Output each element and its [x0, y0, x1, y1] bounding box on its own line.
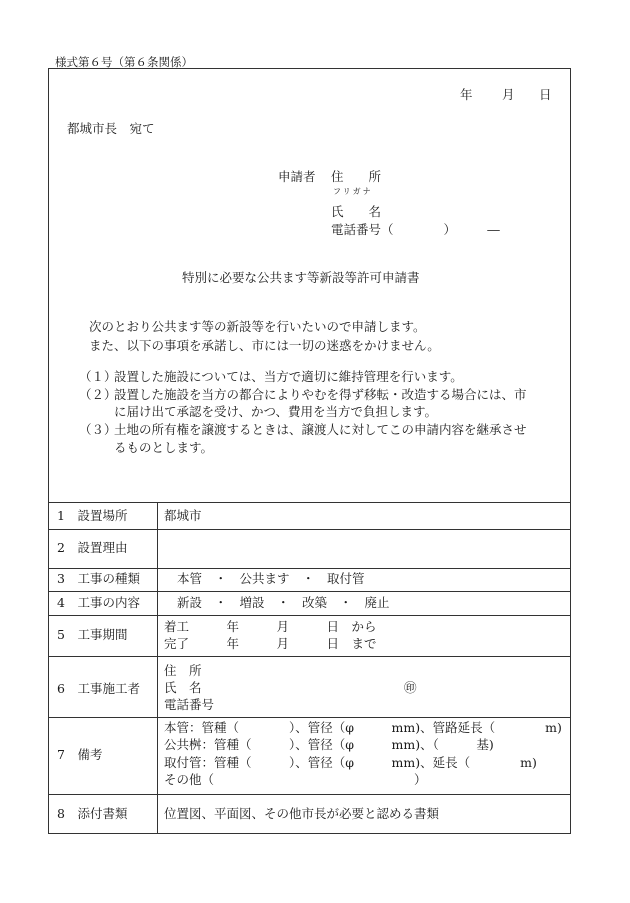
row-divider	[49, 591, 570, 592]
seal-mark: ㊞	[404, 680, 417, 695]
condition-text: 設置した施設については、当方で適切に維持管理を行います。	[114, 369, 463, 384]
row-label-period: 5 工事期間	[57, 627, 128, 642]
row-divider	[49, 717, 570, 718]
condition-text: 設置した施設を当方の都合によりやむを得ず移転・改造する場合には、市	[114, 387, 527, 402]
condition-text: に届け出て承認を受け、かつ、費用を当方で負担します。	[114, 404, 438, 419]
applicant-label: 申請者	[278, 169, 316, 184]
addressee: 都城市長 宛て	[67, 121, 155, 136]
intro-line: また、以下の事項を承諾し、市には一切の迷惑をかけません。	[89, 338, 440, 353]
contractor-address-label: 住 所	[164, 663, 202, 678]
period-end: 完了 年 月 日 まで	[164, 636, 377, 651]
row-label-reason: 2 設置理由	[57, 540, 128, 555]
remarks-other: その他（ ）	[164, 772, 427, 787]
row-label-contractor: 6 工事施工者	[57, 681, 140, 696]
row-label-work-content: 4 工事の内容	[57, 595, 140, 610]
row-divider	[49, 529, 570, 530]
document-title: 特別に必要な公共ます等新設等許可申請書	[182, 270, 420, 285]
remarks-main-pipe: 本管：管種（ ）、管径（φ mm)、管路延長（ m)	[164, 720, 562, 735]
condition-number: （１）	[79, 369, 117, 384]
condition-number: （２）	[79, 387, 117, 402]
row-divider	[49, 794, 570, 795]
row-label-remarks: 7 備考	[57, 747, 103, 762]
date-day: 日	[539, 87, 552, 102]
row-value-work-content: 新設 ・ 増設 ・ 改築 ・ 廃止	[177, 595, 390, 610]
row-value-attachments: 位置図、平面図、その他市長が必要と認める書類	[164, 806, 440, 821]
remarks-connection-pipe: 取付管：管種（ ）、管径（φ mm)、延長（ m)	[164, 755, 537, 770]
form-number: 様式第６号（第６条関係）	[55, 55, 193, 69]
intro-line: 次のとおり公共ます等の新設等を行いたいので申請します。	[89, 319, 426, 334]
applicant-phone-label: 電話番号（ ） ―	[331, 222, 500, 237]
applicant-furigana-label: フリガナ	[333, 187, 373, 196]
condition-number: （３）	[79, 422, 117, 437]
applicant-name-label: 氏 名	[331, 204, 382, 219]
column-divider	[157, 502, 158, 834]
row-value-location: 都城市	[164, 508, 202, 523]
row-divider	[49, 615, 570, 616]
row-label-location: 1 設置場所	[57, 508, 128, 523]
applicant-address-label: 住 所	[331, 169, 382, 184]
condition-text: るものとします。	[114, 440, 214, 455]
date-month: 月	[502, 87, 515, 102]
date-year: 年	[460, 87, 473, 102]
contractor-phone-label: 電話番号	[164, 697, 215, 712]
row-value-work-type: 本管 ・ 公共ます ・ 取付管	[177, 571, 365, 586]
remarks-public-basin: 公共桝：管種（ ）、管径（φ mm)、（ 基)	[164, 737, 494, 752]
condition-text: 土地の所有権を譲渡するときは、譲渡人に対してこの申請内容を継承させ	[114, 422, 527, 437]
period-start: 着工 年 月 日 から	[164, 619, 377, 634]
application-form	[48, 68, 571, 834]
row-label-work-type: 3 工事の種類	[57, 571, 140, 586]
contractor-name-label: 氏 名	[164, 680, 202, 695]
table-top-border	[49, 502, 570, 503]
row-label-attachments: 8 添付書類	[57, 806, 128, 821]
row-divider	[49, 656, 570, 657]
row-divider	[49, 568, 570, 569]
